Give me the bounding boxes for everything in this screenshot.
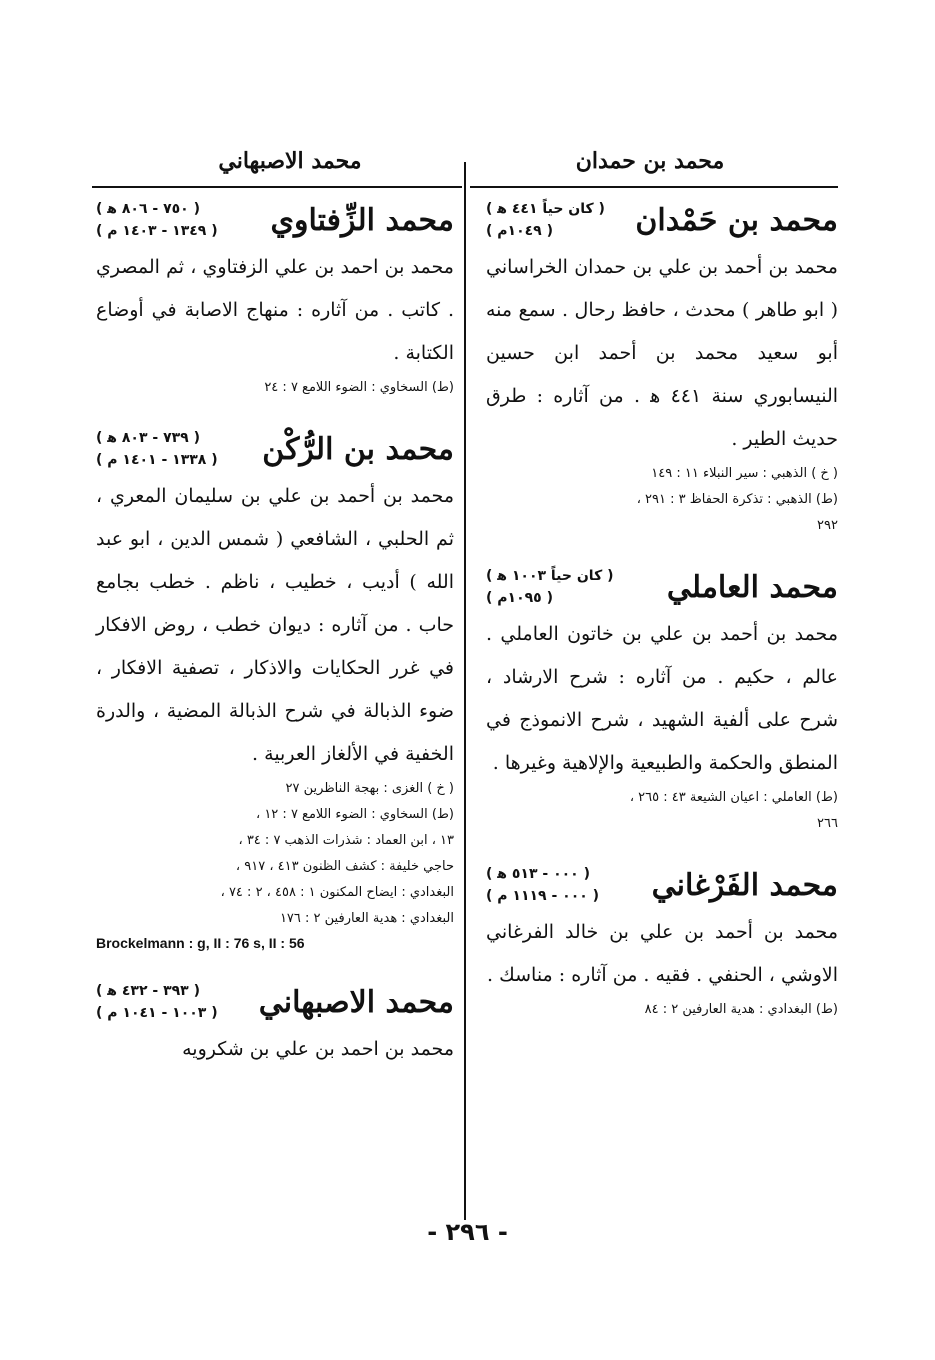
- entry-name: محمد الزِّفتاوي: [270, 202, 454, 238]
- right-column: [486, 192, 838, 1049]
- entry-heading: [486, 198, 838, 242]
- source-line: البغدادي : هدية العارفين ٢ : ١٧٦: [279, 911, 454, 926]
- source-line: ١٣ ، ابن العماد : شذرات الذهب ٧ : ٣٤ ،: [238, 833, 454, 848]
- header-rule-right: [470, 186, 838, 188]
- entry-dates: [96, 427, 218, 471]
- entry-heading: [96, 198, 454, 242]
- dates-hijri: ( ٠٠٠ - ٥١٣ ﻫ ): [486, 866, 590, 882]
- biography-entry: [486, 198, 838, 539]
- biography-entry: [96, 980, 454, 1071]
- page-number: - ٢٩٦ -: [427, 1218, 508, 1246]
- dates-hijri: ( ٣٩٣ - ٤٣٢ ﻫ ): [96, 983, 200, 999]
- entry-heading: [96, 427, 454, 471]
- dates-gregorian: ( ١٠٠٣ - ١٠٤١ م ): [96, 1005, 218, 1021]
- source-line: (ط) البغدادي : هدية العارفين ٢ : ٨٤: [644, 1002, 838, 1017]
- entry-body: محمد بن أحمد بن علي بن خالد الفرغاني الاوشي ، الحنفي . فقيه . من آثاره : مناسك .: [486, 921, 838, 986]
- entry-dates: [486, 863, 599, 907]
- biography-entry: [96, 427, 454, 954]
- dates-gregorian: ( ١٠٤٩م ): [486, 223, 554, 239]
- dates-gregorian: ( ٠٠٠ - ١١١٩ م ): [486, 888, 600, 904]
- running-header-right: محمد بن حمدان: [575, 148, 725, 174]
- entry-dates: [486, 198, 605, 242]
- source-line: (ط) السخاوي : الضوء اللامع ٧ : ١٢ ،: [255, 807, 454, 822]
- source-line: حاجي خليفة : كشف الظنون ٤١٣ ، ٩١٧ ،: [235, 859, 454, 874]
- entry-body: محمد بن احمد بن علي بن شكرويه: [182, 1038, 454, 1060]
- source-line: ( خ ) الغزى : بهجة الناظرين ٢٧: [285, 781, 454, 796]
- entry-body: محمد بن أحمد بن علي بن سليمان المعري ، ثم الحلبي ، الشافعي ( شمس الدين ، ابو عبد الله ) أديب ، خطيب ، ناظم . خطب بجامع حاب . من آثاره : ديوان خطب ، روض الافكار في غرر الحكايات والاذكار ، تصفية الافكار ، ضوء الذبالة في شرح الذبالة المضية ، والدرة الخفية في الألغاز العربية .: [96, 485, 454, 765]
- column-divider: [464, 162, 466, 1220]
- biography-entry: [486, 863, 838, 1023]
- dates-hijri: ( كان حياً ١٠٠٣ ﻫ ): [486, 568, 614, 584]
- entry-body: محمد بن احمد بن علي الزفتاوي ، ثم المصري . كاتب . من آثاره : منهاج الاصابة في أوضاع الكتابة .: [96, 256, 454, 364]
- source-line: (ط) الذهبي : تذكرة الحفاظ ٣ : ٢٩١ ،: [636, 492, 838, 507]
- dates-hijri: ( ٧٥٠ - ٨٠٦ ﻫ ): [96, 201, 200, 217]
- source-line: البغدادي : ايضاح المكنون ١ : ٤٥٨ ، ٢ : ٧٤ ،: [220, 885, 454, 900]
- dates-gregorian: ( ١٠٩٥م ): [486, 590, 554, 606]
- source-line: ٢٦٦: [817, 816, 838, 831]
- entry-body: محمد بن أحمد بن علي بن خاتون العاملي . عالم ، حكيم . من آثاره : شرح الارشاد ، شرح على ألفية الشهيد ، شرح الانموذج في المنطق والحكمة والطبيعية والإلاهية وغيرها .: [486, 623, 838, 774]
- left-column: [96, 192, 454, 1097]
- entry-sources: [486, 461, 838, 539]
- source-line: (ط) العاملي : اعيان الشيعة ٤٣ : ٢٦٥ ،: [629, 790, 838, 805]
- source-line: ٢٩٢: [817, 518, 838, 533]
- entry-dates: [486, 565, 613, 609]
- latin-source-line: Brockelmann : g, II : 76 s, II : 56: [96, 935, 305, 951]
- entry-name: محمد بن حَمْدان: [635, 202, 838, 238]
- dates-gregorian: ( ١٣٤٩ - ١٤٠٣ م ): [96, 223, 218, 239]
- entry-sources: [486, 997, 838, 1023]
- entry-heading: [486, 863, 838, 907]
- header-rule-left: [92, 186, 462, 188]
- dates-gregorian: ( ١٣٣٨ - ١٤٠١ م ): [96, 452, 218, 468]
- entry-name: محمد العاملي: [666, 569, 838, 605]
- biography-entry: [486, 565, 838, 837]
- entry-name: محمد الاصبهاني: [258, 984, 454, 1020]
- entry-name: محمد بن الرُّكْن: [262, 431, 454, 467]
- source-line: ( خ ) الذهبي : سير النبلاء ١١ : ١٤٩: [651, 466, 838, 481]
- biography-entry: [96, 198, 454, 401]
- entry-name: محمد الفَرْغاني: [651, 867, 838, 903]
- entry-sources: [486, 785, 838, 837]
- source-line: (ط) السخاوي : الضوء اللامع ٧ : ٢٤: [264, 380, 454, 395]
- entry-sources: [96, 375, 454, 401]
- entry-dates: [96, 198, 218, 242]
- entry-sources: [96, 776, 454, 932]
- dates-hijri: ( كان حياً ٤٤١ ﻫ ): [486, 201, 605, 217]
- dates-hijri: ( ٧٣٩ - ٨٠٣ ﻫ ): [96, 430, 200, 446]
- entry-heading: [486, 565, 838, 609]
- running-header-left: محمد الاصبهاني: [218, 148, 362, 174]
- entry-heading: [96, 980, 454, 1024]
- entry-body: محمد بن أحمد بن علي بن حمدان الخراساني ( ابو طاهر ) محدث ، حافظ رحال . سمع منه أبو سعيد محمد بن أحمد ابن حسين النيسابوري سنة ٤٤١ ﻫ . من آثاره : طرق حديث الطير .: [486, 256, 839, 450]
- entry-dates: [96, 980, 218, 1024]
